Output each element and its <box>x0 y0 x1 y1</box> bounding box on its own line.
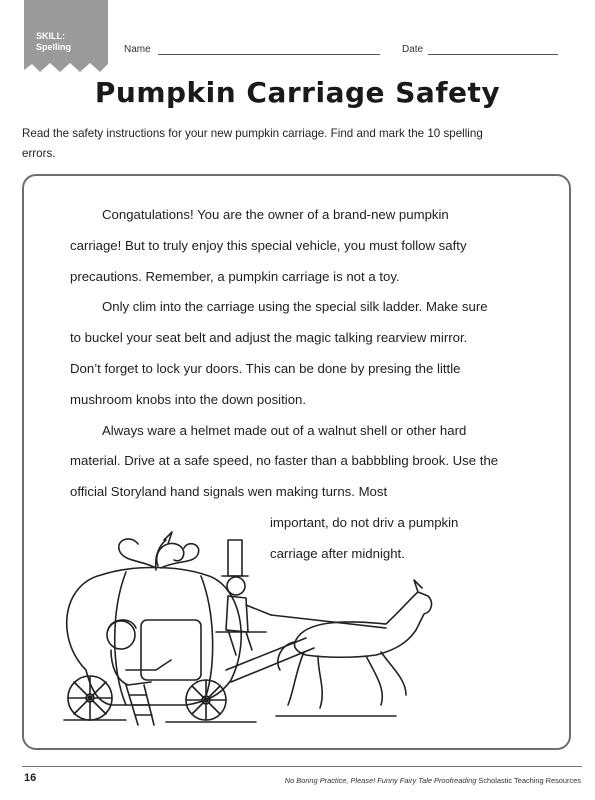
story-paragraph-3: Always ware a helmet made out of a walnut shell or other hard material. Drive at a safe speed, no faster than a babbbling brook. Use the official Storyland hand signals wen making turns. Most <box>70 422 499 500</box>
footer-divider <box>22 766 582 767</box>
instructions: Read the safety instructions for your new pumpkin carriage. Find and mark the 10 spelling errors. <box>22 127 483 160</box>
story-closing-line-2: carriage after midnight. <box>270 545 405 561</box>
name-label: Name <box>124 44 151 55</box>
skill-banner <box>24 0 108 72</box>
story-closing-line-1: important, do not driv a pumpkin <box>270 514 459 530</box>
footer-credit <box>285 776 581 785</box>
name-field[interactable] <box>158 54 380 55</box>
carriage-window <box>141 620 201 680</box>
date-field[interactable] <box>428 54 558 55</box>
story-text <box>70 200 500 570</box>
skill-value: Spelling <box>36 42 72 52</box>
story-paragraph-1: Congatulations! You are the owner of a brand-new pumpkin carriage! But to truly enjoy this special vehicle, you must follow safty precautions. Remember, a pumpkin carriage is not a toy. <box>70 207 467 284</box>
page-number: 16 <box>24 772 37 784</box>
skill-label <box>36 31 71 53</box>
page-title: Pumpkin Carriage Safety <box>94 76 501 109</box>
story-paragraph-2: Only clim into the carriage using the special silk ladder. Make sure to buckel your seat belt and adjust the magic talking rearview mirror. Don’t forget to lock yur doors. This can be done by presing the little mushroom knobs into the down position. <box>70 299 488 407</box>
coachman-head <box>227 577 245 595</box>
pumpkin-body <box>67 568 241 706</box>
coachman-hat <box>228 540 242 576</box>
pumpkin-carriage-illustration <box>56 520 446 735</box>
publisher: Scholastic Teaching Resources <box>478 776 581 785</box>
book-title: No Boring Practice, Please! Funny Fairy Tale Proofreading <box>284 776 477 785</box>
skill-heading: SKILL: <box>36 31 65 41</box>
date-label: Date <box>402 44 424 55</box>
